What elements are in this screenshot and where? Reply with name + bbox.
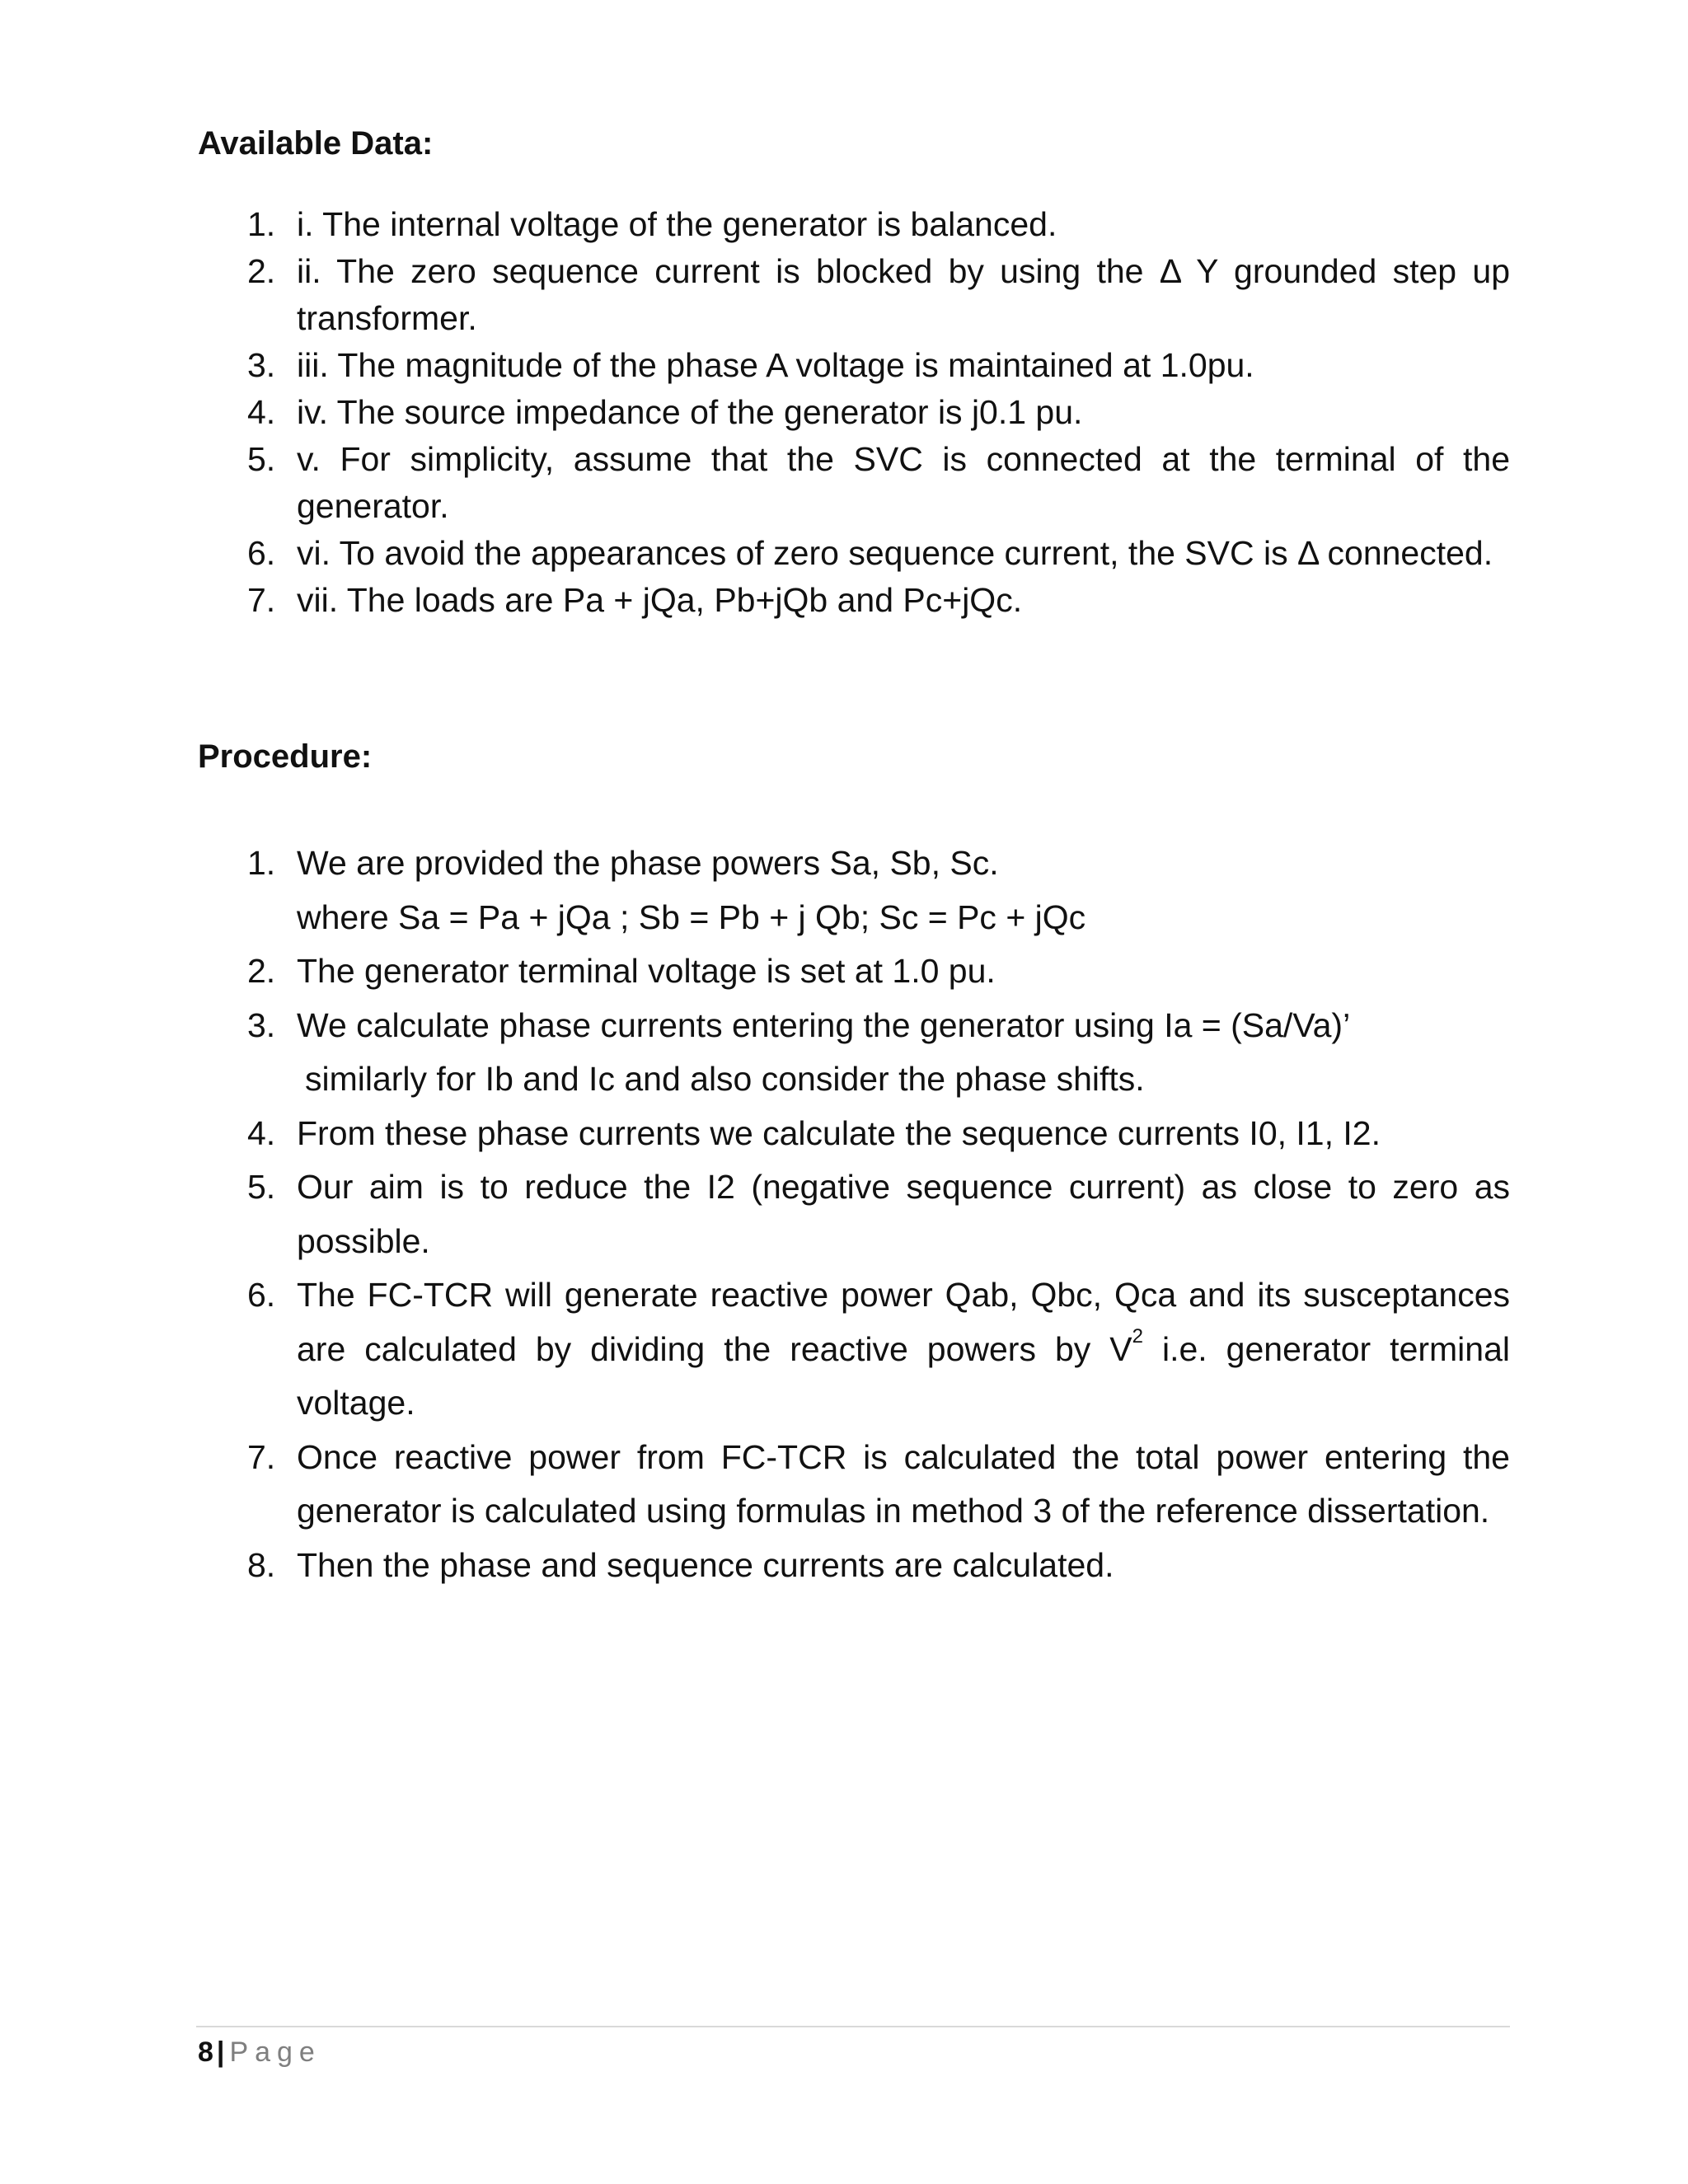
list-item xyxy=(247,1431,1510,1539)
list-item xyxy=(247,1539,1510,1593)
superscript-exponent: 2 xyxy=(1132,1324,1143,1347)
list-item-number: 4. xyxy=(247,1113,276,1152)
page-label: Page xyxy=(229,2036,321,2068)
list-item-subtext: where Sa = Pa + jQa ; Sb = Pb + j Qb; Sc = Pc + jQc xyxy=(297,898,1086,936)
list-item-text: Our aim is to reduce the I2 (negative sequence current) as close to zero as possible. xyxy=(297,1168,1510,1260)
list-item-text: v. For simplicity, assume that the SVC is connected at the terminal of the generator. xyxy=(297,440,1510,525)
list-item-number: 2. xyxy=(247,952,276,990)
procedure-list xyxy=(247,837,1510,1592)
list-item-text: We calculate phase currents entering the generator using Ia = (Sa/Va)’ xyxy=(297,1005,1351,1044)
list-item-number: 5. xyxy=(247,440,276,478)
list-item-subtext: similarly for Ib and Ic and also consider the phase shifts. xyxy=(305,1060,1145,1098)
list-item-number: 8. xyxy=(247,1545,276,1584)
list-item xyxy=(247,342,1510,389)
page-number: 8 xyxy=(198,2036,213,2068)
list-item-number: 1. xyxy=(247,844,276,882)
list-item-text-after: i.e. generator terminal voltage. xyxy=(297,1329,1511,1422)
list-item-text: i. The internal voltage of the generator is balanced. xyxy=(297,205,1057,243)
list-item xyxy=(247,1160,1510,1268)
list-item-number: 3. xyxy=(247,1005,276,1044)
list-item xyxy=(247,944,1510,999)
list-item-number: 1. xyxy=(247,205,276,243)
list-item-text: We are provided the phase powers Sa, Sb, Sc. xyxy=(297,844,999,882)
list-item xyxy=(247,837,1510,944)
list-item-text: vii. The loads are Pa + jQa, Pb+jQb and Pc+jQc. xyxy=(297,581,1023,619)
list-item-text: The generator terminal voltage is set at 1.0 pu. xyxy=(297,952,996,990)
list-item-text: vi. To avoid the appearances of zero sequence current, the SVC is Δ connected. xyxy=(297,534,1493,572)
list-item-text: From these phase currents we calculate the sequence currents I0, I1, I2. xyxy=(297,1113,1381,1152)
list-item xyxy=(247,1268,1510,1431)
list-item-text: Once reactive power from FC-TCR is calculated the total power entering the generator is calculated using formulas in method 3 of the reference dissertation. xyxy=(297,1437,1510,1530)
footer-divider xyxy=(196,2026,1510,2027)
list-item xyxy=(247,999,1510,1107)
list-item-text-before: The FC-TCR will generate reactive power Qab, Qbc, Qca and its susceptances are calculated by dividing the reactive powers by V xyxy=(297,1276,1510,1368)
list-item xyxy=(247,389,1510,436)
footer-separator: | xyxy=(216,2036,225,2068)
list-item-text: Then the phase and sequence currents are calculated. xyxy=(297,1545,1114,1584)
list-item xyxy=(247,201,1510,248)
list-item-number: 3. xyxy=(247,346,276,384)
list-item xyxy=(247,436,1510,530)
list-item-number: 7. xyxy=(247,1437,276,1476)
list-item xyxy=(247,530,1510,577)
list-item-number: 2. xyxy=(247,252,276,290)
list-item-number: 6. xyxy=(247,1276,276,1314)
list-item-text: ii. The zero sequence current is blocked by using the Δ Y grounded step up transformer. xyxy=(297,252,1510,337)
list-item xyxy=(247,1107,1510,1161)
list-item xyxy=(247,577,1510,624)
list-item xyxy=(247,248,1510,342)
page-footer xyxy=(198,2034,321,2070)
available-data-list xyxy=(247,201,1510,624)
list-item-number: 7. xyxy=(247,581,276,619)
list-item-number: 6. xyxy=(247,534,276,572)
list-item-text: iv. The source impedance of the generator is j0.1 pu. xyxy=(297,393,1083,431)
list-item-number: 4. xyxy=(247,393,276,431)
list-item-text: iii. The magnitude of the phase A voltage is maintained at 1.0pu. xyxy=(297,346,1254,384)
list-item-number: 5. xyxy=(247,1168,276,1206)
procedure-heading: Procedure: xyxy=(198,738,373,775)
available-data-heading: Available Data: xyxy=(198,125,434,162)
